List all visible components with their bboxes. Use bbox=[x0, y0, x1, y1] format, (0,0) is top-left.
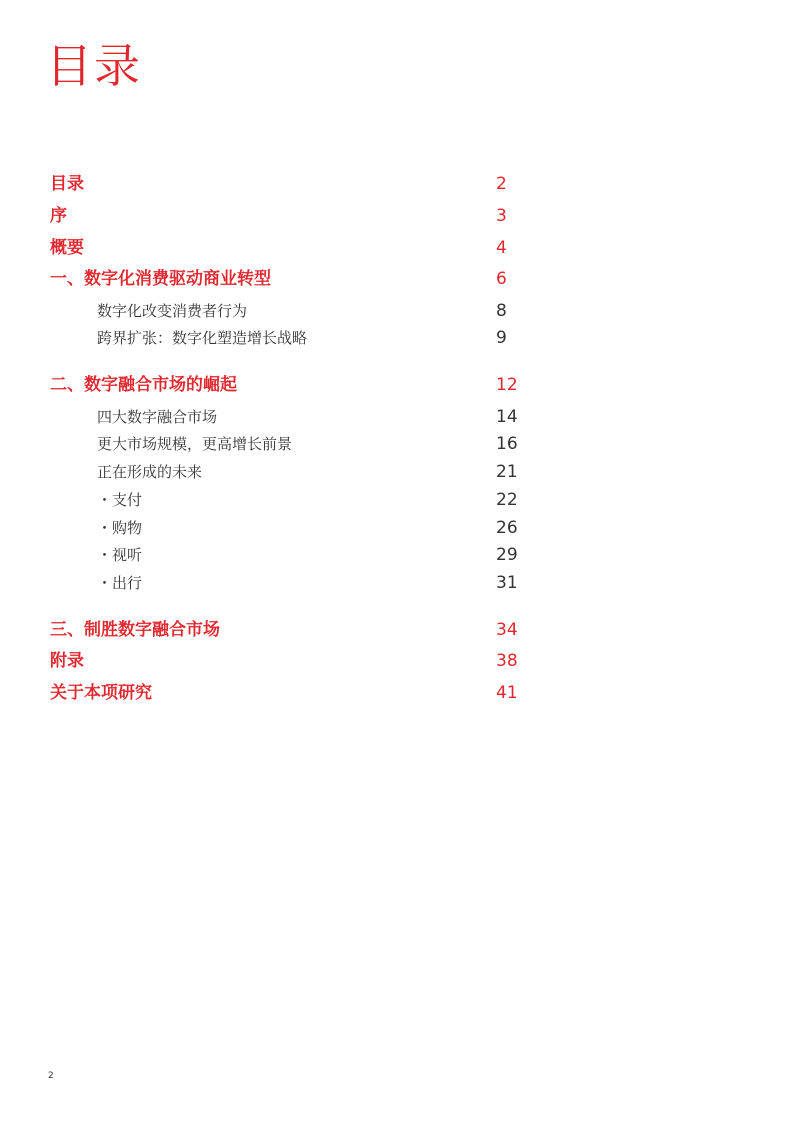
toc-subentry[interactable] bbox=[50, 431, 520, 457]
toc-entry-label: 目录 bbox=[50, 174, 84, 194]
toc-entry-label: ・支付 bbox=[97, 491, 143, 509]
toc-entry-page: 22 bbox=[496, 490, 518, 510]
toc-entry-label: 四大数字融合市场 bbox=[97, 408, 218, 426]
toc-entry-page: 16 bbox=[496, 434, 518, 454]
toc-subentry[interactable] bbox=[50, 325, 520, 351]
toc-entry[interactable] bbox=[50, 203, 520, 229]
toc-entry-page: 21 bbox=[496, 462, 518, 482]
toc-entry[interactable] bbox=[50, 266, 520, 292]
toc-entry[interactable] bbox=[50, 617, 520, 643]
toc-entry[interactable] bbox=[50, 680, 520, 706]
toc-subentry[interactable] bbox=[50, 515, 520, 541]
toc-entry-label: ・出行 bbox=[97, 574, 143, 592]
toc-subentry[interactable] bbox=[50, 570, 520, 596]
toc-entry[interactable] bbox=[50, 372, 520, 398]
toc-entry-label: 序 bbox=[50, 206, 67, 226]
toc-entry-label: 数字化改变消费者行为 bbox=[97, 302, 248, 320]
toc-entry-page: 41 bbox=[496, 683, 518, 703]
toc-entry-page: 8 bbox=[496, 301, 507, 321]
toc-entry-page: 3 bbox=[496, 206, 507, 226]
page-number: 2 bbox=[48, 1071, 54, 1081]
toc-subentry[interactable] bbox=[50, 459, 520, 485]
toc-subentry[interactable] bbox=[50, 298, 520, 324]
toc-entry-label: 跨界扩张：数字化塑造增长战略 bbox=[97, 329, 308, 347]
toc-entry[interactable] bbox=[50, 235, 520, 261]
toc-entry-page: 31 bbox=[496, 573, 518, 593]
toc-entry-label: ・视听 bbox=[97, 546, 143, 564]
toc-entry-label: 一、数字化消费驱动商业转型 bbox=[50, 269, 271, 289]
toc-entry-label: 三、制胜数字融合市场 bbox=[50, 620, 220, 640]
toc-entry-page: 2 bbox=[496, 174, 507, 194]
toc-entry-page: 9 bbox=[496, 328, 507, 348]
toc-entry-page: 6 bbox=[496, 269, 507, 289]
toc-entry-page: 12 bbox=[496, 375, 518, 395]
toc-entry-label: 二、数字融合市场的崛起 bbox=[50, 375, 237, 395]
toc-entry-label: 概要 bbox=[50, 238, 84, 258]
toc-entry-page: 4 bbox=[496, 238, 507, 258]
toc-entry-page: 34 bbox=[496, 620, 518, 640]
toc-entry-label: ・购物 bbox=[97, 519, 143, 537]
toc-subentry[interactable] bbox=[50, 404, 520, 430]
toc-entry-label: 正在形成的未来 bbox=[97, 463, 203, 481]
toc-entry[interactable] bbox=[50, 171, 520, 197]
toc-entry-page: 38 bbox=[496, 651, 518, 671]
page-title: 目录 bbox=[46, 39, 142, 93]
toc-entry-label: 更大市场规模，更高增长前景 bbox=[97, 435, 293, 453]
toc-entry-page: 29 bbox=[496, 545, 518, 565]
toc-entry-page: 26 bbox=[496, 518, 518, 538]
toc-entry-page: 14 bbox=[496, 407, 518, 427]
toc-subentry[interactable] bbox=[50, 542, 520, 568]
toc-subentry[interactable] bbox=[50, 487, 520, 513]
toc-entry-label: 附录 bbox=[50, 651, 84, 671]
toc-entry[interactable] bbox=[50, 648, 520, 674]
toc-entry-label: 关于本项研究 bbox=[50, 683, 152, 703]
